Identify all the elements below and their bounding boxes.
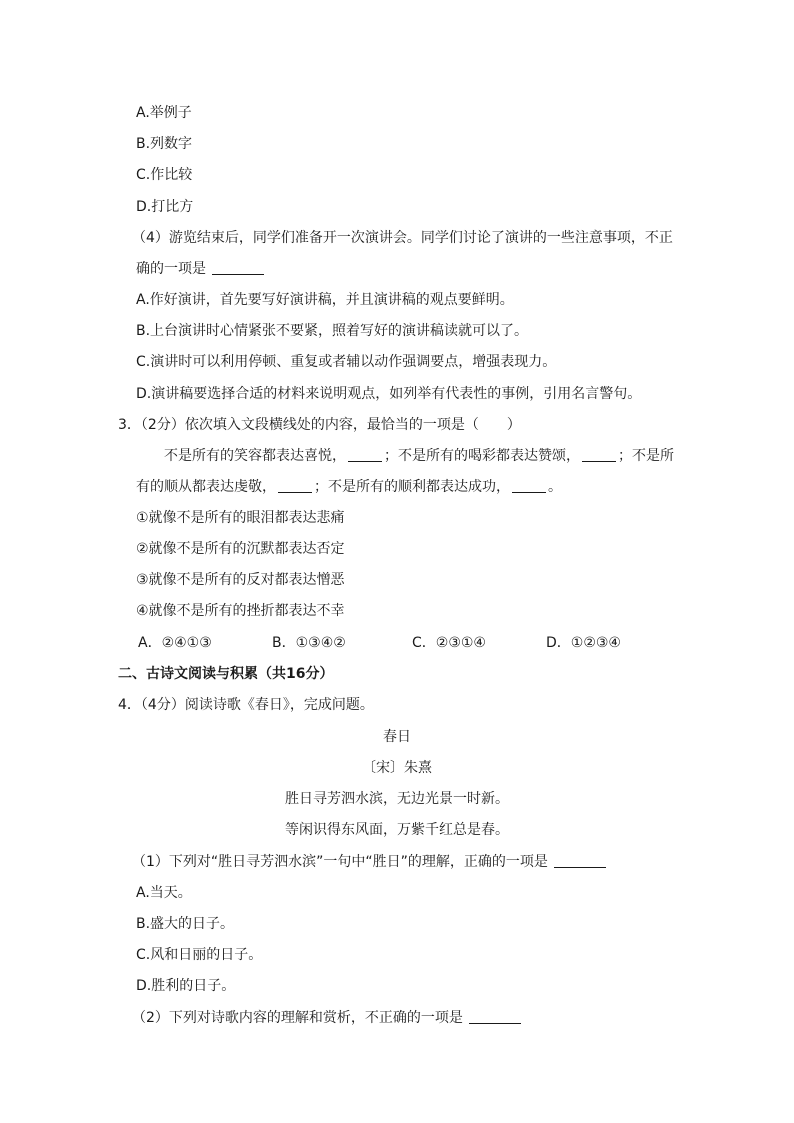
option-d: D.打比方 [136, 199, 194, 215]
option-a: A.举例子 [136, 105, 192, 121]
option-c: C.作比较 [136, 167, 193, 183]
section-heading: 二、古诗文阅读与积累（共16分） [118, 666, 334, 682]
passage-text: ；不是所有的顺利都表达成功， [314, 479, 510, 495]
option-d: D.演讲稿要选择合适的材料来说明观点，如列举有代表性的事例，引用名言警句。 [136, 386, 642, 402]
question-2-4-stem-text: 确的一项是 [136, 261, 206, 277]
passage-blank[interactable] [512, 478, 546, 493]
passage-blank[interactable] [582, 447, 616, 462]
question-2-4-stem-cont [136, 259, 264, 279]
answer-blank[interactable] [469, 1009, 521, 1024]
question-4-2-stem [132, 1008, 521, 1028]
option-b: B.上台演讲时心情紧张不要紧，照着写好的演讲稿读就可以了。 [136, 323, 529, 339]
question-4-1-stem [132, 852, 606, 872]
option-c: C.风和日丽的日子。 [136, 947, 263, 963]
option-a: A.当天。 [136, 885, 192, 901]
poem-line-1: 胜日寻芳泗水滨，无边光景一时新。 [285, 791, 509, 807]
passage-text: 有的顺从都表达虔敬， [136, 479, 276, 495]
sentence-1: ①就像不是所有的眼泪都表达悲痛 [136, 510, 345, 526]
passage-text: 。 [548, 479, 562, 495]
question-4-1-stem-text: （1）下列对“胜日寻芳泗水滨”一句中“胜日”的理解，正确的一项是 [132, 854, 548, 870]
question-4-2-stem-text: （2）下列对诗歌内容的理解和赏析，不正确的一项是 [132, 1010, 463, 1026]
poem-title: 春日 [383, 729, 411, 745]
sentence-3: ③就像不是所有的反对都表达憎恶 [136, 572, 345, 588]
question-4-stem: 4．（4分）阅读诗歌《春日》，完成问题。 [118, 697, 374, 713]
question-3-option-c[interactable]: C．②③①④ [412, 635, 486, 651]
passage-blank[interactable] [348, 447, 382, 462]
question-3-stem: 3．（2分）依次填入文段横线处的内容，最恰当的一项是（ ） [118, 417, 521, 433]
passage-text: ；不是所 [618, 448, 674, 464]
poem-author: 〔宋〕朱熹 [362, 760, 432, 776]
question-3-passage-line-2 [136, 477, 562, 497]
sentence-4: ④就像不是所有的挫折都表达不幸 [136, 603, 345, 619]
question-2-4-stem: （4）游览结束后，同学们准备开一次演讲会。同学们讨论了演讲的一些注意事项，不正 [132, 230, 673, 246]
passage-text: ；不是所有的喝彩都表达赞颂， [384, 448, 580, 464]
question-3-option-a[interactable]: A．②④①③ [138, 635, 212, 651]
poem-line-2: 等闲识得东风面，万紫千红总是春。 [285, 822, 509, 838]
option-d: D.胜利的日子。 [136, 978, 236, 994]
question-3-option-d[interactable]: D．①②③④ [546, 635, 621, 651]
passage-text: 不是所有的笑容都表达喜悦， [164, 448, 346, 464]
option-b: B.列数字 [136, 136, 193, 152]
answer-blank[interactable] [554, 853, 606, 868]
question-3-option-b[interactable]: B．①③④② [272, 635, 346, 651]
option-b: B.盛大的日子。 [136, 916, 235, 932]
option-a: A.作好演讲，首先要写好演讲稿，并且演讲稿的观点要鲜明。 [136, 292, 514, 308]
passage-blank[interactable] [278, 478, 312, 493]
sentence-2: ②就像不是所有的沉默都表达否定 [136, 541, 345, 557]
answer-blank[interactable] [212, 260, 264, 275]
option-c: C.演讲时可以利用停顿、重复或者辅以动作强调要点，增强表现力。 [136, 354, 557, 370]
question-3-passage-line-1 [164, 446, 674, 466]
